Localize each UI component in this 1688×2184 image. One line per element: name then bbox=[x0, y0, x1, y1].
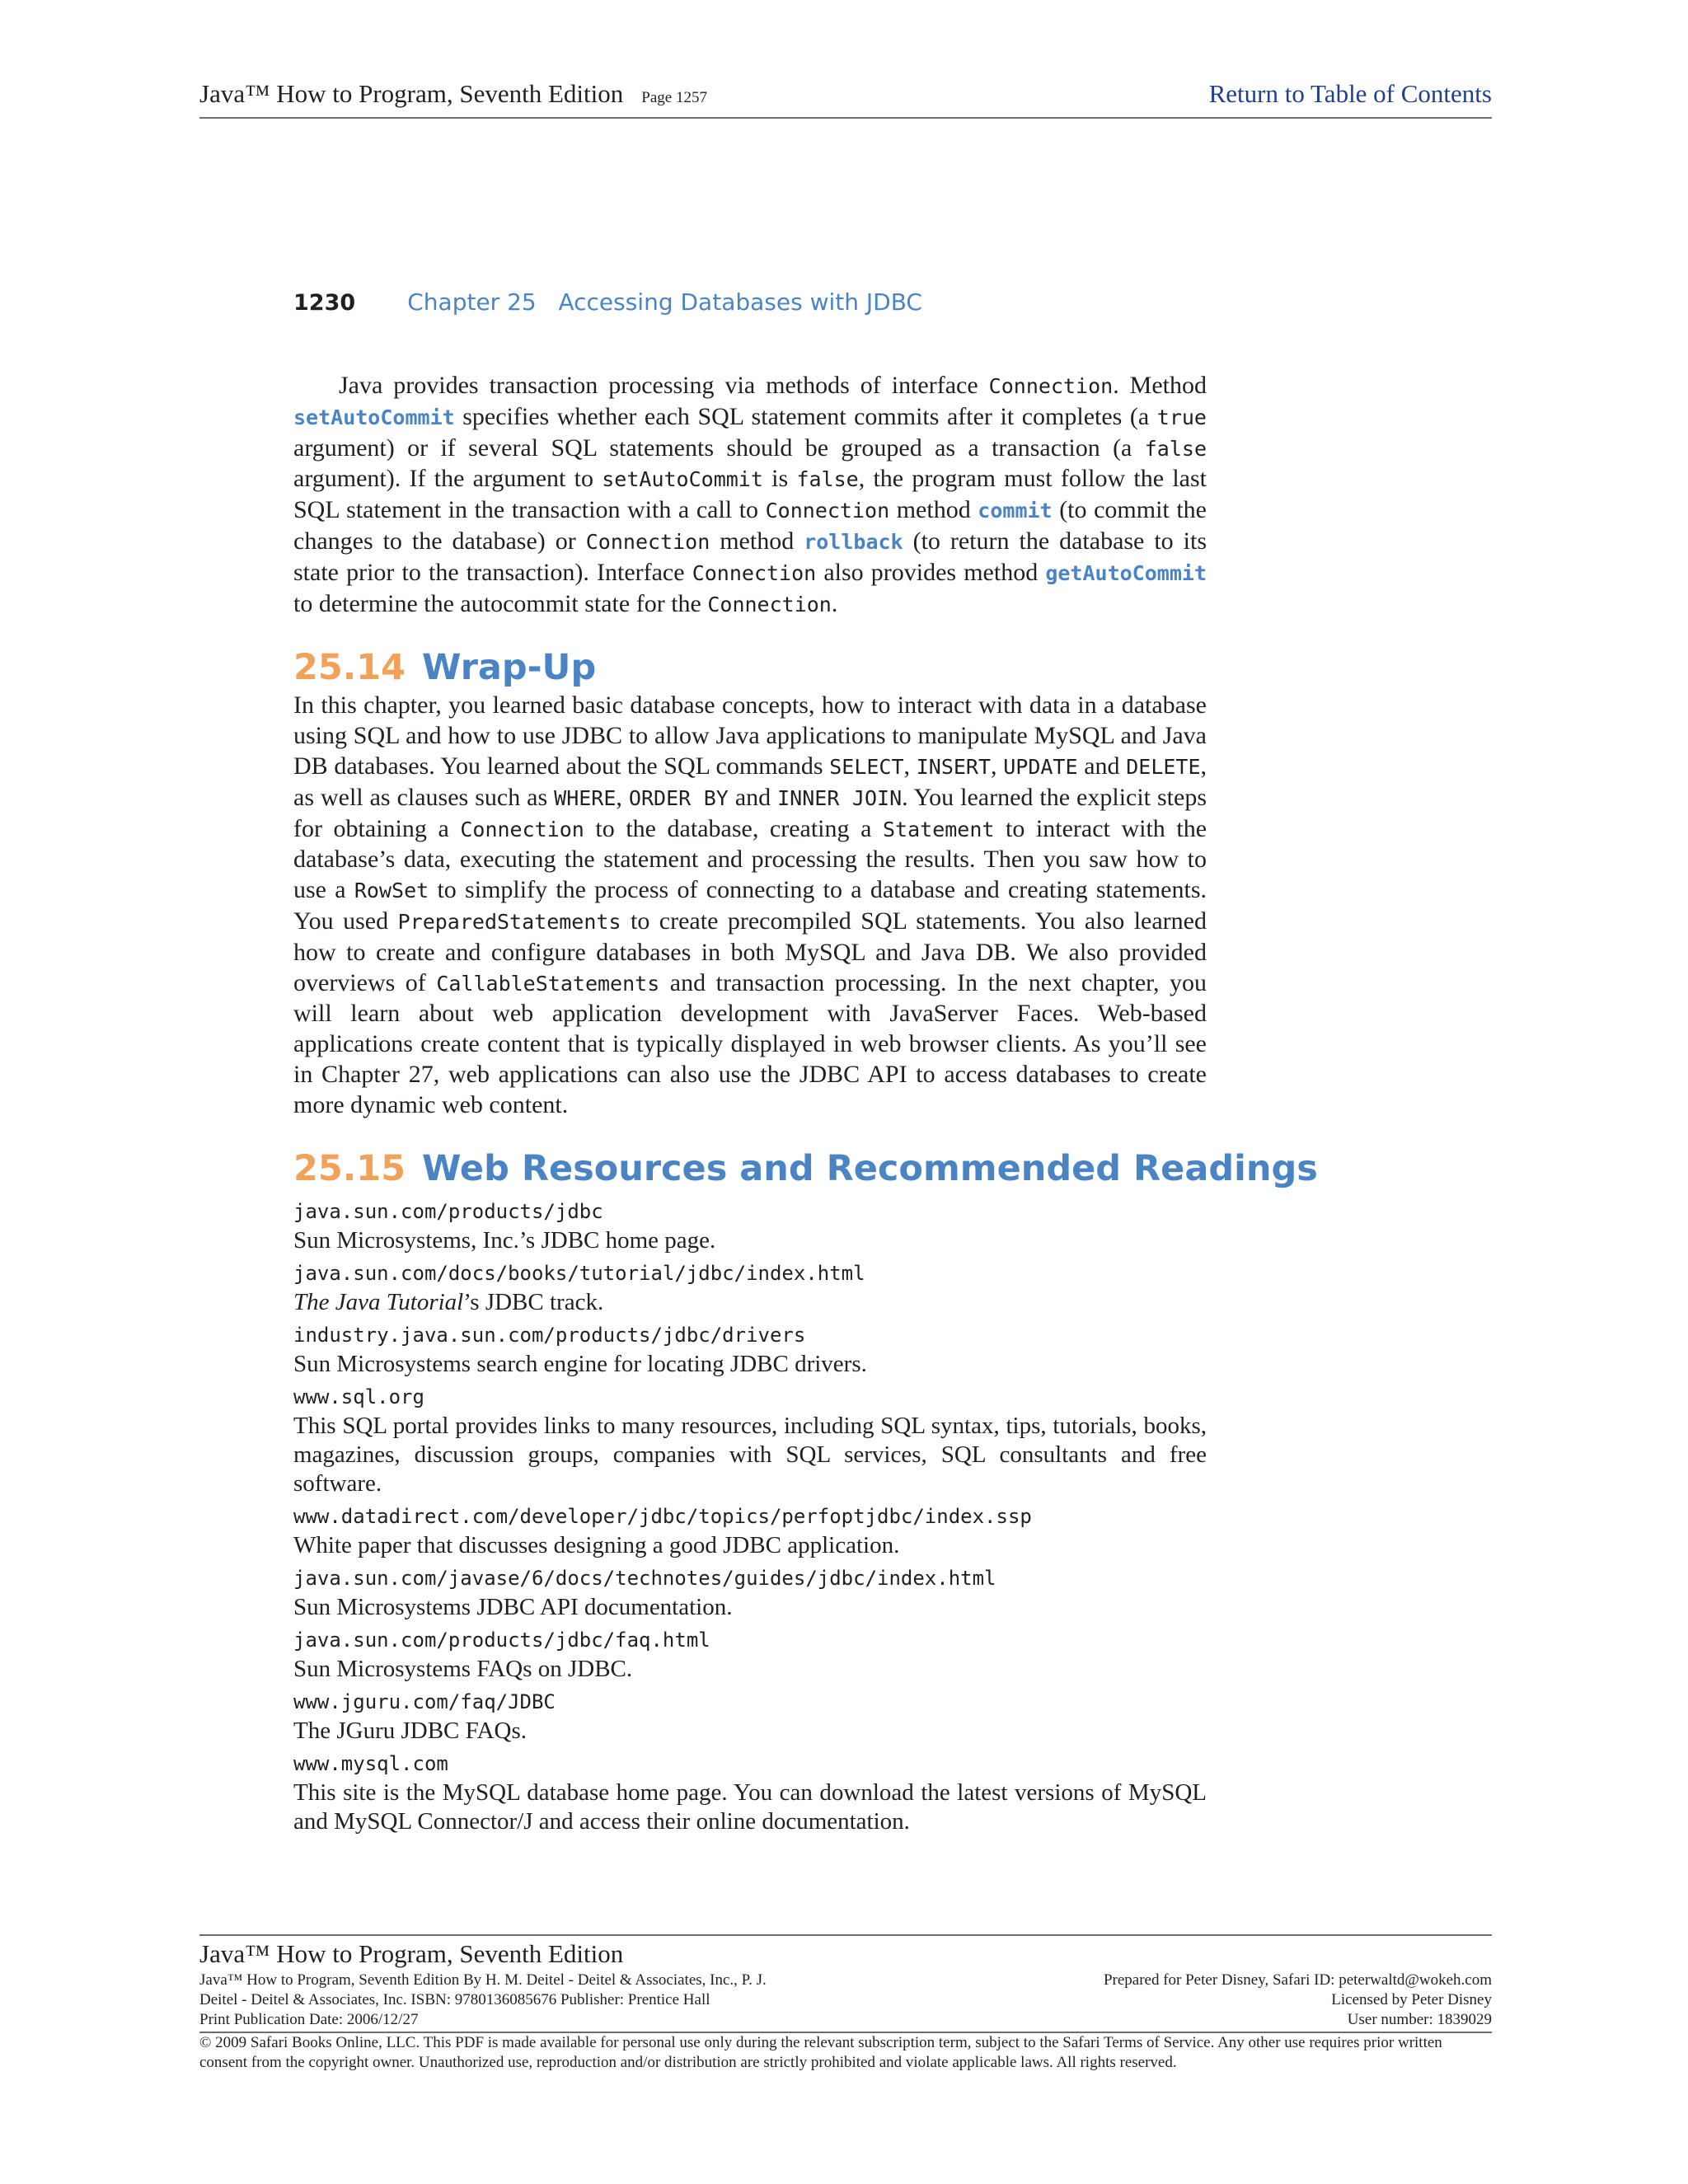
text-span: . You learned the explicit steps for obtaining a bbox=[293, 783, 1207, 842]
text-span: method bbox=[710, 527, 804, 555]
text-span: (to return the database to its state prior to the transaction). Interface bbox=[293, 527, 1207, 586]
code-connection: Connection bbox=[585, 529, 710, 554]
text-span: to the database, creating a bbox=[584, 814, 883, 842]
text-span: , bbox=[903, 752, 917, 780]
top-header bbox=[199, 76, 1492, 119]
footer-licensed-by: Licensed by Peter Disney bbox=[1331, 1991, 1492, 2008]
resource-url[interactable]: java.sun.com/docs/books/tutorial/jdbc/index.html bbox=[293, 1261, 865, 1285]
footer-isbn-info: Deitel - Deitel & Associates, Inc. ISBN: 9780136085676 Publisher: Prentice Hall bbox=[199, 1991, 710, 2008]
code-rowset: RowSet bbox=[354, 879, 429, 903]
footer-line bbox=[199, 1971, 1492, 1990]
text-span: and transaction processing. In the next chapter, you will learn about web application development with JavaServer Faces. Web-based applications create content that is typically displayed in web browser clients. As you’ll see in Chapter 27, web applications can also use the JDBC API to access databases to create more dynamic web content. bbox=[293, 968, 1207, 1118]
code-connection: Connection bbox=[988, 374, 1114, 398]
code-setautocommit: setAutoCommit bbox=[602, 467, 763, 492]
main-content bbox=[293, 371, 1318, 1840]
text-span: to create precompiled SQL statements. You also learned how to create and configure databases in both MySQL and Java DB. We also provided overviews of bbox=[293, 907, 1207, 996]
resource-url[interactable]: www.jguru.com/faq/JDBC bbox=[293, 1690, 556, 1713]
book-title bbox=[199, 79, 707, 109]
text-span: Java provides transaction processing via methods of interface bbox=[339, 372, 989, 399]
resource-description-italic: The Java Tutorial bbox=[293, 1288, 464, 1315]
resource-description: This site is the MySQL database home page. You can download the latest versions of MySQL and MySQL Connector/J and access their online documentation. bbox=[293, 1779, 1207, 1835]
section-number: 25.14 bbox=[293, 647, 406, 689]
code-delete: DELETE bbox=[1126, 754, 1201, 779]
footer-user-number: User number: 1839029 bbox=[1347, 2011, 1492, 2028]
text-span: to determine the autocommit state for the bbox=[293, 589, 708, 617]
resource-url[interactable]: industry.java.sun.com/products/jdbc/drivers bbox=[293, 1323, 806, 1347]
text-span: , as well as clauses such as bbox=[293, 752, 1207, 811]
keyword-commit: commit bbox=[978, 499, 1053, 523]
resource-description: Sun Microsystems search engine for locating JDBC drivers. bbox=[293, 1350, 867, 1377]
code-where: WHERE bbox=[554, 785, 617, 810]
resource-description: Sun Microsystems JDBC API documentation. bbox=[293, 1593, 733, 1620]
chapter-label: Chapter 25 bbox=[407, 288, 537, 316]
text-span: In this chapter, you learned basic database concepts, how to interact with data in a database using SQL and how to use JDBC to allow Java applications to manipulate MySQL and Java DB databases. You learned about the SQL commands bbox=[293, 691, 1207, 780]
return-to-toc-link[interactable]: Return to Table of Contents bbox=[1208, 79, 1492, 108]
text-span: argument) or if several SQL statements should be grouped as a transaction (a bbox=[293, 434, 1145, 462]
footer-publication-date: Print Publication Date: 2006/12/27 bbox=[199, 2011, 419, 2028]
resource-description: Sun Microsystems FAQs on JDBC. bbox=[293, 1655, 633, 1682]
text-span: . Method bbox=[1113, 372, 1207, 399]
keyword-rollback: rollback bbox=[804, 529, 903, 554]
resource-description: This SQL portal provides links to many resources, including SQL syntax, tips, tutorials, books, magazines, discussion groups, companies with SQL services, SQL consultants and free software. bbox=[293, 1412, 1207, 1497]
code-connection: Connection bbox=[765, 499, 890, 523]
text-span: also provides method bbox=[816, 558, 1046, 586]
code-select: SELECT bbox=[829, 754, 904, 779]
resource-description: Sun Microsystems, Inc.’s JDBC home page. bbox=[293, 1226, 716, 1254]
text-span: to interact with the database’s data, executing the statement and processing the results. Then you saw how to use a bbox=[293, 814, 1207, 904]
text-span: method bbox=[889, 496, 978, 524]
resource-url[interactable]: java.sun.com/javase/6/docs/technotes/guides/jdbc/index.html bbox=[293, 1566, 996, 1590]
code-callablestatements: CallableStatements bbox=[436, 971, 660, 996]
text-span: and bbox=[728, 783, 778, 811]
text-span: specifies whether each SQL statement commits after it completes (a bbox=[454, 402, 1157, 430]
code-order-by: ORDER BY bbox=[628, 785, 729, 810]
chapter-heading bbox=[407, 288, 922, 316]
footer-line bbox=[199, 1990, 1492, 2010]
code-statement: Statement bbox=[882, 817, 995, 841]
resource-url[interactable]: www.sql.org bbox=[293, 1385, 424, 1408]
footer-prepared-for: Prepared for Peter Disney, Safari ID: peterwaltd@wokeh.com bbox=[1103, 1971, 1492, 1989]
footer-book-title: Java™ How to Program, Seventh Edition bbox=[199, 1939, 624, 1968]
code-preparedstatements: PreparedStatements bbox=[397, 909, 621, 934]
resource-description: White paper that discusses designing a good JDBC application. bbox=[293, 1531, 900, 1558]
resource-url[interactable]: www.mysql.com bbox=[293, 1751, 448, 1775]
text-span: (to commit the changes to the database) or bbox=[293, 496, 1207, 555]
copyright-notice: © 2009 Safari Books Online, LLC. This PDF is made available for personal use only during the relevant subscription term, subject to the Safari Terms of Service. Any other use requires prior written consent from the copyright owner. Unauthorized use, reproduction and/or distribution are strictly prohibited and violate applicable laws. All rights reserved. bbox=[199, 2032, 1492, 2073]
text-span: argument). If the argument to bbox=[293, 465, 603, 493]
code-inner-join: INNER JOIN bbox=[777, 785, 903, 810]
text-span: to simplify the process of connecting to a database and creating statements. You used bbox=[293, 876, 1207, 935]
text-span: , bbox=[616, 783, 629, 811]
text-span: . bbox=[831, 589, 838, 617]
keyword-getautocommit: getAutoCommit bbox=[1045, 560, 1207, 585]
book-title-text: Java™ How to Program, Seventh Edition bbox=[199, 79, 624, 108]
wrapup-paragraph bbox=[293, 691, 1207, 1120]
resource-description: The JGuru JDBC FAQs. bbox=[293, 1717, 528, 1744]
resource-url[interactable]: www.datadirect.com/developer/jdbc/topics/perfoptjdbc/index.ssp bbox=[293, 1504, 1032, 1528]
section-number: 25.15 bbox=[293, 1147, 406, 1189]
chapter-title: Accessing Databases with JDBC bbox=[558, 288, 922, 316]
resource-url[interactable]: java.sun.com/products/jdbc bbox=[293, 1199, 603, 1223]
text-span: , the program must follow the last SQL statement in the transaction with a call to bbox=[293, 465, 1207, 524]
section-title: Wrap-Up bbox=[422, 647, 597, 689]
code-insert: INSERT bbox=[916, 754, 992, 779]
code-false: false bbox=[796, 467, 859, 492]
keyword-setautocommit: setAutoCommit bbox=[293, 405, 455, 429]
footer-line bbox=[199, 2010, 1492, 2030]
section-heading-wrapup bbox=[293, 644, 1207, 691]
section-heading-web-resources bbox=[293, 1146, 1318, 1192]
code-connection: Connection bbox=[707, 592, 832, 616]
code-connection: Connection bbox=[460, 817, 584, 841]
resource-description-text: ’s JDBC track. bbox=[463, 1288, 604, 1315]
code-connection: Connection bbox=[692, 560, 817, 585]
code-true: true bbox=[1156, 405, 1207, 429]
text-span: is bbox=[762, 465, 797, 493]
text-span: and bbox=[1077, 752, 1127, 780]
page-footer bbox=[199, 1934, 1492, 2073]
running-head bbox=[293, 288, 922, 316]
code-update: UPDATE bbox=[1003, 754, 1078, 779]
resource-url[interactable]: java.sun.com/products/jdbc/faq.html bbox=[293, 1628, 710, 1652]
transaction-paragraph bbox=[293, 371, 1207, 620]
code-false: false bbox=[1144, 436, 1207, 461]
text-span: , bbox=[991, 752, 1004, 780]
footer-author-info: Java™ How to Program, Seventh Edition By H. M. Deitel - Deitel & Associates, Inc., P. J. bbox=[199, 1971, 767, 1989]
resource-description bbox=[293, 1288, 1207, 1317]
page-label: Page 1257 bbox=[641, 89, 707, 106]
section-title: Web Resources and Recommended Readings bbox=[422, 1147, 1318, 1189]
page-number: 1230 bbox=[293, 290, 356, 316]
resource-list bbox=[293, 1197, 1207, 1836]
